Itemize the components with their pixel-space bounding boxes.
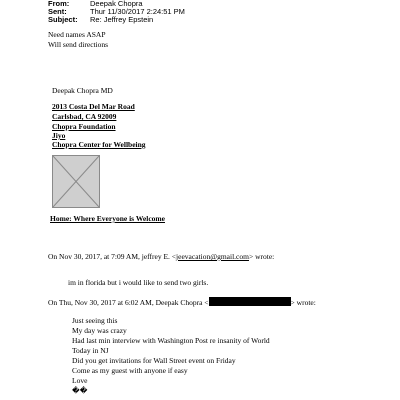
quote2-line-2: My day was crazy [72,326,127,335]
quote2-intro-prefix: On Thu, Nov 30, 2017 at 6:02 AM, Deepak Chopra < [48,298,209,307]
quote1-intro [48,252,274,262]
sent-label: Sent: [48,7,67,16]
signature-address-line-1[interactable]: 2013 Costa Del Mar Road [52,102,135,111]
quote2-intro [48,297,316,308]
subject-label: Subject: [48,15,78,24]
quote1-email-link[interactable]: jeevacation@gmail.com [176,252,249,261]
broken-image-placeholder-icon [52,155,100,208]
quote2-line-3: Had last min interview with Washington Post re insanity of World [72,336,270,345]
quote2-intro-suffix: > wrote: [290,298,316,307]
quote2-line-4: Today in NJ [72,346,109,355]
from-value: Deepak Chopra [90,0,143,8]
signature-name: Deepak Chopra MD [52,86,113,95]
body-line-1: Need names ASAP [48,30,106,39]
chopra-foundation-link[interactable]: Chopra Foundation [52,122,116,131]
body-line-2: Will send directions [48,40,109,49]
quote1-intro-prefix: On Nov 30, 2017, at 7:09 AM, jeffrey E. < [48,252,177,261]
quote2-line-5: Did you get invitations for Wall Street event on Friday [72,356,236,365]
sent-value: Thur 11/30/2017 2:24:51 PM [90,7,185,16]
quote2-line-7: Love [72,376,88,385]
redaction-bar [209,297,291,306]
jiyo-link[interactable]: Jiyo [52,131,66,140]
quote2-line-8: �� [72,386,88,395]
signature-address-line-2[interactable]: Carlsbad, CA 92009 [52,112,117,121]
subject-value: Re: Jeffrey Epstein [90,15,154,24]
quote1-intro-suffix: > wrote: [248,252,275,261]
quote2-line-6: Come as my guest with anyone if easy [72,366,188,375]
chopra-center-link[interactable]: Chopra Center for Wellbeing [52,140,146,149]
quote2-line-1: Just seeing this [72,316,118,325]
from-label: From: [48,0,70,8]
home-welcome-link[interactable]: Home: Where Everyone is Welcome [50,214,165,223]
quote1-text: im in florida but i would like to send two girls. [68,278,209,287]
